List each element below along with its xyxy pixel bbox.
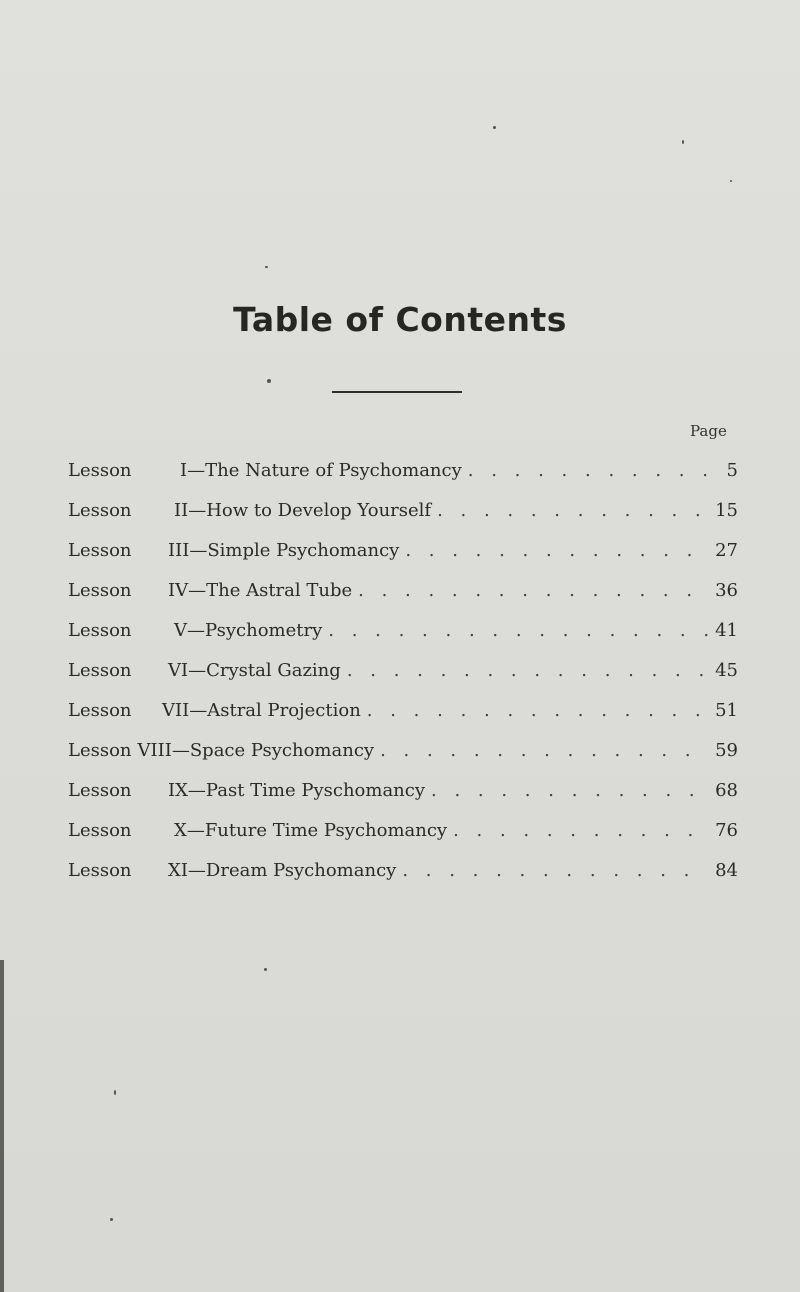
paper-speck bbox=[493, 126, 496, 129]
page-number: 45 bbox=[715, 659, 738, 681]
lesson-title: III—Simple Psychomancy bbox=[168, 539, 400, 561]
lesson-title: VI—Crystal Gazing bbox=[168, 659, 341, 681]
lesson-title: IV—The Astral Tube bbox=[168, 579, 353, 601]
page-number: 41 bbox=[715, 619, 738, 641]
lesson-title: X—Future Time Psychomancy bbox=[174, 819, 448, 841]
lesson-title: V—Psychometry bbox=[174, 619, 323, 641]
dot-leader bbox=[367, 700, 708, 721]
toc-entry bbox=[68, 770, 738, 810]
lesson-word: Lesson bbox=[68, 619, 132, 641]
dot-leader bbox=[328, 620, 708, 641]
page-binding-edge bbox=[0, 960, 4, 1292]
paper-speck bbox=[682, 140, 684, 144]
paper-speck bbox=[267, 379, 271, 383]
paper-speck bbox=[265, 266, 268, 268]
paper-speck bbox=[110, 1218, 113, 1221]
dot-leader bbox=[358, 580, 708, 601]
dot-leader bbox=[437, 500, 708, 521]
lesson-word: Lesson bbox=[68, 819, 132, 841]
dot-leader bbox=[431, 780, 708, 801]
paper-speck bbox=[730, 180, 732, 182]
lesson-word: Lesson bbox=[68, 459, 132, 481]
lesson-title: II—How to Develop Yourself bbox=[174, 499, 432, 521]
toc-entry bbox=[68, 490, 738, 530]
page-number: 76 bbox=[715, 819, 738, 841]
dot-leader bbox=[347, 660, 708, 681]
page-number: 59 bbox=[715, 739, 738, 761]
lesson-title: VIII—Space Psychomancy bbox=[137, 739, 375, 761]
toc-entry bbox=[68, 850, 738, 890]
lesson-title: VII—Astral Projection bbox=[162, 699, 361, 721]
lesson-word: Lesson bbox=[68, 859, 132, 881]
dot-leader bbox=[468, 460, 708, 481]
lesson-title: IX—Past Time Pyschomancy bbox=[168, 779, 426, 801]
title-divider bbox=[332, 391, 462, 393]
page-column-header: Page bbox=[690, 422, 727, 440]
lesson-title: I—The Nature of Psychomancy bbox=[180, 459, 462, 481]
page-number: 15 bbox=[715, 499, 738, 521]
lesson-word: Lesson bbox=[68, 499, 132, 521]
toc-entry bbox=[68, 810, 738, 850]
toc-entry bbox=[68, 690, 738, 730]
dot-leader bbox=[402, 860, 708, 881]
page-number: 84 bbox=[715, 859, 738, 881]
toc-entry bbox=[68, 530, 738, 570]
dot-leader bbox=[453, 820, 708, 841]
lesson-word: Lesson bbox=[68, 699, 132, 721]
dot-leader bbox=[380, 740, 708, 761]
paper-speck bbox=[264, 968, 267, 971]
lesson-word: Lesson bbox=[68, 659, 132, 681]
lesson-word: Lesson bbox=[68, 579, 132, 601]
lesson-word: Lesson bbox=[68, 779, 132, 801]
toc-entry bbox=[68, 570, 738, 610]
page-number: 36 bbox=[715, 579, 738, 601]
page-title: Table of Contents bbox=[233, 300, 567, 339]
paper-speck bbox=[114, 1090, 116, 1095]
toc-entry bbox=[68, 450, 738, 490]
page-number: 51 bbox=[715, 699, 738, 721]
page-number: 68 bbox=[715, 779, 738, 801]
toc-entry bbox=[68, 610, 738, 650]
toc-entry bbox=[68, 650, 738, 690]
page-number: 27 bbox=[715, 539, 738, 561]
lesson-word: Lesson bbox=[68, 739, 132, 761]
lesson-title: XI—Dream Psychomancy bbox=[168, 859, 397, 881]
lesson-word: Lesson bbox=[68, 539, 132, 561]
dot-leader bbox=[405, 540, 708, 561]
contents-list bbox=[68, 450, 738, 890]
toc-entry bbox=[68, 730, 738, 770]
page-number: 5 bbox=[726, 459, 738, 481]
